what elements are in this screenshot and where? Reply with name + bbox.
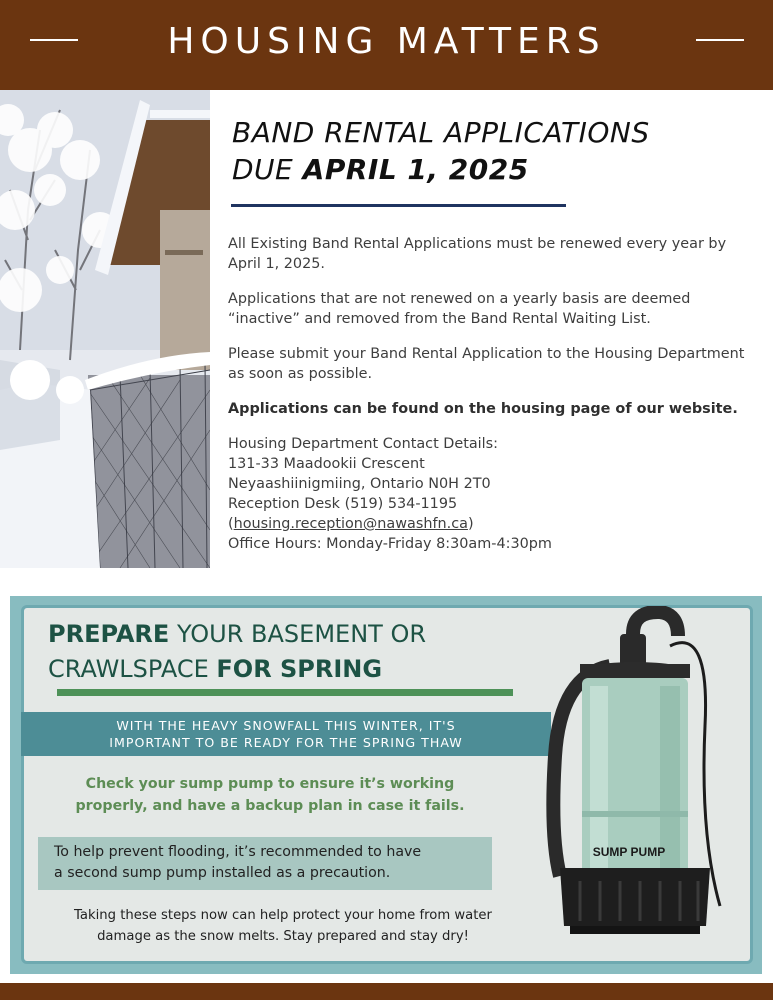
email-close-paren: ) [467, 516, 474, 532]
backup-pump-tip [38, 837, 492, 890]
rental-paragraph: Please submit your Band Rental Application to the Housing Department as soon as possible. [228, 346, 745, 382]
closing-line-1: Taking these steps now can help protect your home from water [74, 908, 492, 923]
rental-paragraph: Applications that are not renewed on a yearly basis are deemed “inactive” and removed from the Band Rental Waiting List. [228, 291, 691, 327]
tip-line-1: To help prevent flooding, it’s recommended to have [54, 844, 422, 860]
rental-paragraph: All Existing Band Rental Applications must be renewed every year by April 1, 2025. [228, 236, 727, 272]
banner-line-1: WITH THE HEAVY SNOWFALL THIS WINTER, IT'S [116, 718, 456, 733]
website-note: Applications can be found on the housing page of our website. [228, 401, 738, 417]
check-line-1: Check your sump pump to ensure it’s working [85, 776, 455, 792]
header-title: HOUSING MATTERS [167, 21, 606, 62]
headline-line-2 [232, 151, 752, 188]
check-line-2: properly, and have a backup plan in case it fails. [75, 798, 465, 814]
header-right-line [696, 39, 744, 41]
title-for-spring: FOR SPRING [216, 655, 383, 683]
header-banner [0, 0, 773, 90]
snowfall-banner [21, 712, 551, 756]
contact-hours: Office Hours: Monday-Friday 8:30am-4:30pm [228, 536, 552, 552]
headline-line-1: BAND RENTAL APPLICATIONS [232, 116, 650, 149]
title-mid: YOUR BASEMENT OR [169, 620, 427, 648]
contact-details [228, 434, 758, 554]
headline-due: DUE [232, 153, 294, 186]
snowy-house-photo [0, 90, 210, 568]
contact-address-line-1: 131-33 Maadookii Crescent [228, 456, 425, 472]
banner-line-2: IMPORTANT TO BE READY FOR THE SPRING THAW [109, 735, 463, 750]
title-prepare: PREPARE [48, 620, 170, 648]
sump-title-line-2 [48, 652, 528, 687]
rental-body [228, 234, 758, 554]
sump-pump-image [520, 606, 760, 961]
email-open-paren: ( [228, 516, 234, 532]
title-line2a: CRAWLSPACE [48, 655, 217, 683]
contact-heading: Housing Department Contact Details: [228, 436, 499, 452]
check-pump-note [50, 773, 490, 817]
closing-line-2: damage as the snow melts. Stay prepared and stay dry! [97, 929, 469, 944]
tip-line-2: a second sump pump installed as a precaution. [54, 865, 391, 881]
contact-address-line-2: Neyaashiinigmiing, Ontario N0H 2T0 [228, 476, 491, 492]
headline-divider [231, 204, 566, 207]
contact-email-link[interactable]: housing.reception@nawashfn.ca [233, 516, 468, 532]
sump-panel-title [48, 617, 528, 687]
rental-headline [232, 114, 752, 188]
contact-email-row [228, 514, 758, 534]
sump-pump-label: SUMP PUMP [592, 845, 666, 859]
footer-bar [0, 983, 773, 1000]
closing-note [36, 905, 530, 947]
sump-title-line-1 [48, 617, 528, 652]
green-divider [57, 689, 513, 696]
headline-date: APRIL 1, 2025 [302, 153, 529, 186]
contact-phone: Reception Desk (519) 534-1195 [228, 496, 458, 512]
